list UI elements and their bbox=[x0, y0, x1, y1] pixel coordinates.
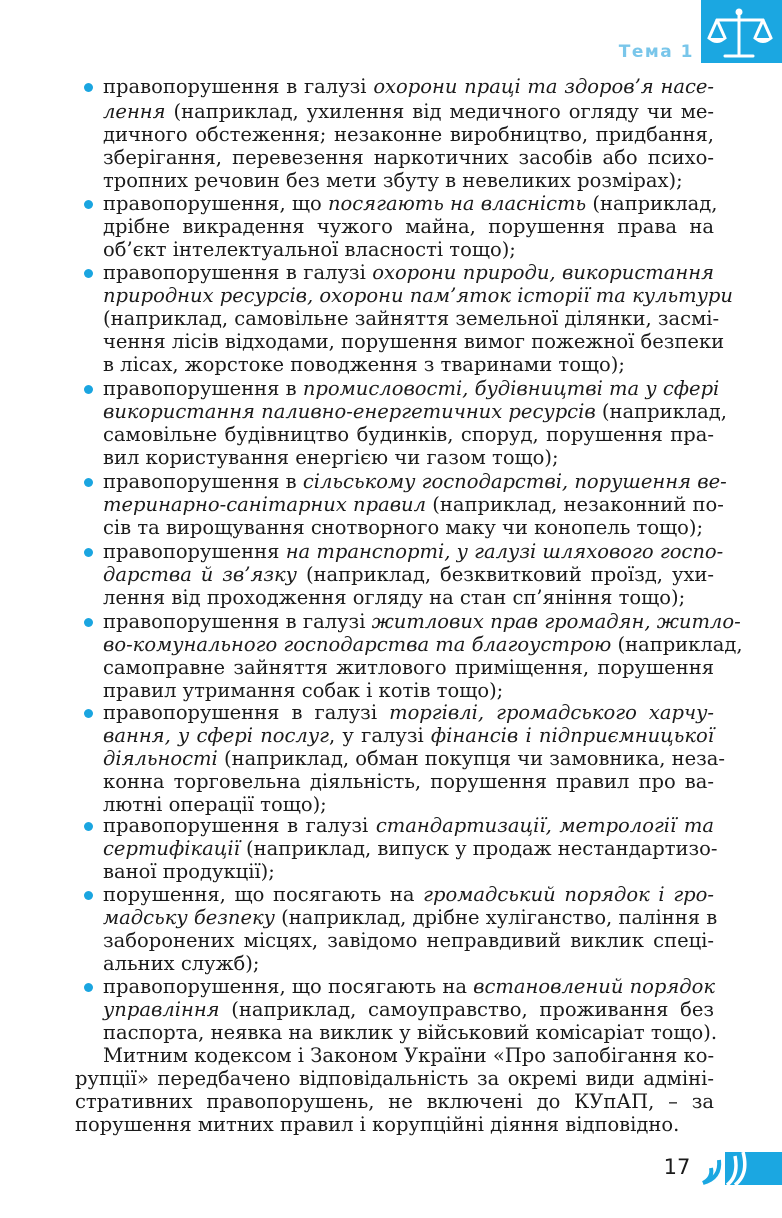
bullet-marker bbox=[84, 548, 93, 557]
text-line: вил користування енергією чи газом тощо); bbox=[103, 446, 559, 469]
text-line: во-комунального господарства та благоустрою (наприклад, bbox=[103, 633, 743, 656]
text-line: правопорушення в галузі торгівлі, громадського харчу- bbox=[103, 701, 714, 724]
text-line: правопорушення в галузі житлових прав громадян, житло- bbox=[103, 610, 741, 633]
bullet-marker bbox=[84, 200, 93, 209]
bullet-marker bbox=[84, 891, 93, 900]
page-number: 17 bbox=[663, 1155, 691, 1179]
text-line: лення від проходження огляду на стан сп’яніння тощо); bbox=[103, 586, 686, 609]
bullet-marker bbox=[84, 385, 93, 394]
text-line: дрібне викрадення чужого майна, порушення права на bbox=[103, 215, 714, 238]
text-line: самоправне зайняття житлового приміщення, порушення bbox=[103, 656, 714, 679]
text-line: сів та вирощування снотворного маку чи конопель тощо); bbox=[103, 516, 704, 539]
text-line: правопорушення в галузі охорони природи, використання bbox=[103, 261, 714, 284]
theme-label: Тема 1 bbox=[618, 42, 694, 62]
text-line: тропних речовин без мети збуту в невеликих розмірах); bbox=[103, 169, 683, 192]
text-line: правопорушення, що посягають на встановлений порядок bbox=[103, 975, 716, 998]
text-line: лютні операції тощо); bbox=[103, 793, 327, 816]
header-badge bbox=[701, 0, 782, 63]
text-line: правопорушення на транспорті, у галузі шляхового госпо- bbox=[103, 540, 724, 563]
text-line: мадську безпеку (наприклад, дрібне хуліганство, паління в bbox=[103, 906, 718, 929]
signal-waves-icon bbox=[701, 1152, 782, 1185]
text-line: в лісах, жорстоке поводження з тваринами тощо); bbox=[103, 353, 625, 376]
text-line: природних ресурсів, охорони пам’яток історії та культури bbox=[103, 284, 733, 307]
text-line: лення (наприклад, ухилення від медичного огляду чи ме- bbox=[103, 100, 714, 123]
bullet-marker bbox=[84, 269, 93, 278]
text-line: правопорушення в галузі охорони праці та здоров’я насе- bbox=[103, 75, 714, 98]
text-line: конна торговельна діяльність, порушення правил про ва- bbox=[103, 770, 714, 793]
bullet-marker bbox=[84, 618, 93, 627]
text-line: порушення, що посягають на громадський порядок і гро- bbox=[103, 883, 714, 906]
text-line: паспорта, неявка на виклик у військовий комісаріат тощо). bbox=[103, 1021, 718, 1044]
text-line: альних служб); bbox=[103, 952, 260, 975]
bullet-marker bbox=[84, 709, 93, 718]
text-line: Митним кодексом і Законом України «Про запобігання ко- bbox=[103, 1044, 715, 1067]
footer-badge bbox=[701, 1152, 782, 1185]
text-line: (наприклад, самовільне зайняття земельної ділянки, засмі- bbox=[103, 307, 720, 330]
text-line: зберігання, перевезення наркотичних засобів або психо- bbox=[103, 146, 714, 169]
text-line: правопорушення в сільському господарстві, порушення ве- bbox=[103, 470, 727, 493]
text-line: ваної продукції); bbox=[103, 860, 275, 883]
text-line: об’єкт інтелектуальної власності тощо); bbox=[103, 238, 516, 261]
text-line: дарства й зв’язку (наприклад, безквитковий проїзд, ухи- bbox=[103, 563, 715, 586]
text-line: правил утримання собак і котів тощо); bbox=[103, 679, 504, 702]
text-line: дичного обстеження; незаконне виробництво, придбання, bbox=[103, 123, 714, 146]
text-line: використання паливно-енергетичних ресурсів (наприклад, bbox=[103, 400, 727, 423]
text-line: правопорушення в галузі стандартизації, метрології та bbox=[103, 814, 714, 837]
text-line: правопорушення в промисловості, будівництві та у сфері bbox=[103, 377, 720, 400]
bullet-marker bbox=[84, 983, 93, 992]
text-line: управління (наприклад, самоуправство, проживання без bbox=[103, 998, 714, 1021]
scales-icon bbox=[701, 0, 782, 63]
bullet-marker bbox=[84, 822, 93, 831]
text-line: вання, у сфері послуг, у галузі фінансів і підприємницької bbox=[103, 724, 715, 747]
text-line: порушення митних правил і корупційні діяння відповідно. bbox=[75, 1113, 680, 1136]
text-line: сертифікації (наприклад, випуск у продаж нестандартизо- bbox=[103, 837, 718, 860]
text-line: заборонених місцях, завідомо неправдивий виклик спеці- bbox=[103, 929, 714, 952]
bullet-marker bbox=[84, 83, 93, 92]
text-line: чення лісів відходами, порушення вимог пожежної безпеки bbox=[103, 330, 725, 353]
text-line: рупції» передбачено відповідальність за окремі види адміні- bbox=[75, 1067, 714, 1090]
bullet-marker bbox=[84, 478, 93, 487]
text-line: діяльності (наприклад, обман покупця чи замовника, неза- bbox=[103, 747, 726, 770]
text-line: теринарно-санітарних правил (наприклад, незаконний по- bbox=[103, 493, 724, 516]
text-line: правопорушення, що посягають на власність (наприклад, bbox=[103, 192, 718, 215]
text-line: самовільне будівництво будинків, споруд, порушення пра- bbox=[103, 423, 714, 446]
text-line: стративних правопорушень, не включені до КУпАП, – за bbox=[75, 1090, 714, 1113]
